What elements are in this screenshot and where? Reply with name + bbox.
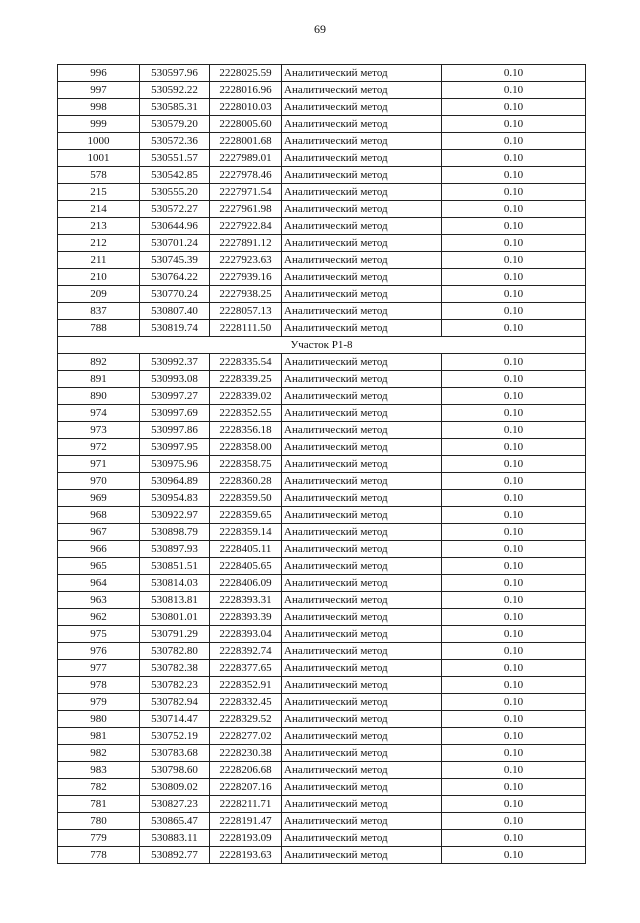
method-cell: Аналитический метод <box>282 813 442 830</box>
method-cell: Аналитический метод <box>282 439 442 456</box>
point-number-cell: 779 <box>58 830 140 847</box>
section-header-row-group <box>58 337 586 354</box>
method-cell: Аналитический метод <box>282 167 442 184</box>
accuracy-cell: 0.10 <box>442 609 586 626</box>
table-row <box>58 354 586 371</box>
table-body-group1 <box>58 65 586 337</box>
coordinates-table <box>57 64 586 864</box>
method-cell: Аналитический метод <box>282 286 442 303</box>
point-number-cell: 781 <box>58 796 140 813</box>
point-number-cell: 966 <box>58 541 140 558</box>
table-row <box>58 490 586 507</box>
point-number-cell: 1000 <box>58 133 140 150</box>
coord-x-cell: 530997.86 <box>140 422 210 439</box>
coord-y-cell: 2228405.11 <box>210 541 282 558</box>
coord-y-cell: 2228358.75 <box>210 456 282 473</box>
coord-x-cell: 530997.69 <box>140 405 210 422</box>
coord-x-cell: 530897.93 <box>140 541 210 558</box>
coord-x-cell: 530819.74 <box>140 320 210 337</box>
coord-x-cell: 530997.27 <box>140 388 210 405</box>
accuracy-cell: 0.10 <box>442 694 586 711</box>
method-cell: Аналитический метод <box>282 592 442 609</box>
table-row <box>58 388 586 405</box>
accuracy-cell: 0.10 <box>442 796 586 813</box>
coord-y-cell: 2228405.65 <box>210 558 282 575</box>
table-row <box>58 830 586 847</box>
point-number-cell: 578 <box>58 167 140 184</box>
table-row <box>58 422 586 439</box>
method-cell: Аналитический метод <box>282 762 442 779</box>
coord-y-cell: 2228393.39 <box>210 609 282 626</box>
point-number-cell: 968 <box>58 507 140 524</box>
section-row <box>58 337 586 354</box>
method-cell: Аналитический метод <box>282 830 442 847</box>
point-number-cell: 964 <box>58 575 140 592</box>
method-cell: Аналитический метод <box>282 796 442 813</box>
table-row <box>58 473 586 490</box>
coord-x-cell: 530798.60 <box>140 762 210 779</box>
point-number-cell: 999 <box>58 116 140 133</box>
method-cell: Аналитический метод <box>282 371 442 388</box>
coord-x-cell: 530922.97 <box>140 507 210 524</box>
accuracy-cell: 0.10 <box>442 150 586 167</box>
point-number-cell: 967 <box>58 524 140 541</box>
accuracy-cell: 0.10 <box>442 677 586 694</box>
coord-x-cell: 530782.38 <box>140 660 210 677</box>
method-cell: Аналитический метод <box>282 524 442 541</box>
table-row <box>58 116 586 133</box>
coord-y-cell: 2227971.54 <box>210 184 282 201</box>
accuracy-cell: 0.10 <box>442 371 586 388</box>
table-row <box>58 728 586 745</box>
table-row <box>58 303 586 320</box>
method-cell: Аналитический метод <box>282 388 442 405</box>
coord-x-cell: 530597.96 <box>140 65 210 82</box>
coord-y-cell: 2228377.65 <box>210 660 282 677</box>
coord-x-cell: 530892.77 <box>140 847 210 864</box>
accuracy-cell: 0.10 <box>442 779 586 796</box>
table-row <box>58 133 586 150</box>
point-number-cell: 211 <box>58 252 140 269</box>
accuracy-cell: 0.10 <box>442 133 586 150</box>
table-row <box>58 201 586 218</box>
table-row <box>58 745 586 762</box>
coord-x-cell: 530592.22 <box>140 82 210 99</box>
coord-y-cell: 2227939.16 <box>210 269 282 286</box>
method-cell: Аналитический метод <box>282 218 442 235</box>
coord-y-cell: 2228359.50 <box>210 490 282 507</box>
coord-x-cell: 530814.03 <box>140 575 210 592</box>
coord-x-cell: 530752.19 <box>140 728 210 745</box>
accuracy-cell: 0.10 <box>442 235 586 252</box>
table-row <box>58 82 586 99</box>
table-body-group2 <box>58 354 586 864</box>
coord-x-cell: 530783.68 <box>140 745 210 762</box>
coord-x-cell: 530551.57 <box>140 150 210 167</box>
coord-y-cell: 2228206.68 <box>210 762 282 779</box>
coord-y-cell: 2228005.60 <box>210 116 282 133</box>
method-cell: Аналитический метод <box>282 473 442 490</box>
coord-x-cell: 530851.51 <box>140 558 210 575</box>
coord-x-cell: 530827.23 <box>140 796 210 813</box>
point-number-cell: 210 <box>58 269 140 286</box>
coord-y-cell: 2228025.59 <box>210 65 282 82</box>
method-cell: Аналитический метод <box>282 422 442 439</box>
table-row <box>58 184 586 201</box>
coord-x-cell: 530572.27 <box>140 201 210 218</box>
method-cell: Аналитический метод <box>282 184 442 201</box>
coord-y-cell: 2228352.91 <box>210 677 282 694</box>
accuracy-cell: 0.10 <box>442 320 586 337</box>
coord-y-cell: 2228332.45 <box>210 694 282 711</box>
coord-x-cell: 530701.24 <box>140 235 210 252</box>
coord-y-cell: 2228111.50 <box>210 320 282 337</box>
table-row <box>58 99 586 116</box>
method-cell: Аналитический метод <box>282 677 442 694</box>
accuracy-cell: 0.10 <box>442 626 586 643</box>
coord-y-cell: 2228191.47 <box>210 813 282 830</box>
coord-x-cell: 530954.83 <box>140 490 210 507</box>
coord-x-cell: 530898.79 <box>140 524 210 541</box>
coord-y-cell: 2228329.52 <box>210 711 282 728</box>
coord-x-cell: 530992.37 <box>140 354 210 371</box>
accuracy-cell: 0.10 <box>442 490 586 507</box>
coord-x-cell: 530714.47 <box>140 711 210 728</box>
method-cell: Аналитический метод <box>282 82 442 99</box>
coord-y-cell: 2228193.63 <box>210 847 282 864</box>
coord-x-cell: 530813.81 <box>140 592 210 609</box>
point-number-cell: 891 <box>58 371 140 388</box>
coord-y-cell: 2228016.96 <box>210 82 282 99</box>
accuracy-cell: 0.10 <box>442 456 586 473</box>
point-number-cell: 837 <box>58 303 140 320</box>
coord-y-cell: 2228335.54 <box>210 354 282 371</box>
point-number-cell: 996 <box>58 65 140 82</box>
point-number-cell: 782 <box>58 779 140 796</box>
method-cell: Аналитический метод <box>282 694 442 711</box>
accuracy-cell: 0.10 <box>442 184 586 201</box>
accuracy-cell: 0.10 <box>442 269 586 286</box>
coord-y-cell: 2227923.63 <box>210 252 282 269</box>
point-number-cell: 997 <box>58 82 140 99</box>
method-cell: Аналитический метод <box>282 575 442 592</box>
coord-y-cell: 2228356.18 <box>210 422 282 439</box>
point-number-cell: 982 <box>58 745 140 762</box>
table-row <box>58 643 586 660</box>
table-row <box>58 711 586 728</box>
accuracy-cell: 0.10 <box>442 388 586 405</box>
coord-x-cell: 530579.20 <box>140 116 210 133</box>
point-number-cell: 979 <box>58 694 140 711</box>
point-number-cell: 977 <box>58 660 140 677</box>
coord-x-cell: 530993.08 <box>140 371 210 388</box>
coord-y-cell: 2228393.04 <box>210 626 282 643</box>
coord-x-cell: 530809.02 <box>140 779 210 796</box>
method-cell: Аналитический метод <box>282 558 442 575</box>
coord-x-cell: 530865.47 <box>140 813 210 830</box>
method-cell: Аналитический метод <box>282 541 442 558</box>
method-cell: Аналитический метод <box>282 711 442 728</box>
point-number-cell: 892 <box>58 354 140 371</box>
accuracy-cell: 0.10 <box>442 575 586 592</box>
accuracy-cell: 0.10 <box>442 643 586 660</box>
accuracy-cell: 0.10 <box>442 558 586 575</box>
method-cell: Аналитический метод <box>282 507 442 524</box>
point-number-cell: 969 <box>58 490 140 507</box>
table-row <box>58 235 586 252</box>
table-row <box>58 694 586 711</box>
coord-y-cell: 2228010.03 <box>210 99 282 116</box>
method-cell: Аналитический метод <box>282 847 442 864</box>
coord-x-cell: 530964.89 <box>140 473 210 490</box>
coord-y-cell: 2228057.13 <box>210 303 282 320</box>
point-number-cell: 780 <box>58 813 140 830</box>
table-row <box>58 609 586 626</box>
point-number-cell: 215 <box>58 184 140 201</box>
accuracy-cell: 0.10 <box>442 286 586 303</box>
point-number-cell: 963 <box>58 592 140 609</box>
point-number-cell: 214 <box>58 201 140 218</box>
table-row <box>58 507 586 524</box>
accuracy-cell: 0.10 <box>442 167 586 184</box>
coord-x-cell: 530997.95 <box>140 439 210 456</box>
method-cell: Аналитический метод <box>282 745 442 762</box>
coord-x-cell: 530542.85 <box>140 167 210 184</box>
method-cell: Аналитический метод <box>282 405 442 422</box>
coord-x-cell: 530791.29 <box>140 626 210 643</box>
coord-y-cell: 2228358.00 <box>210 439 282 456</box>
point-number-cell: 973 <box>58 422 140 439</box>
table-row <box>58 286 586 303</box>
accuracy-cell: 0.10 <box>442 252 586 269</box>
point-number-cell: 213 <box>58 218 140 235</box>
table-row <box>58 371 586 388</box>
point-number-cell: 974 <box>58 405 140 422</box>
table-row <box>58 558 586 575</box>
coord-x-cell: 530585.31 <box>140 99 210 116</box>
table-row <box>58 167 586 184</box>
method-cell: Аналитический метод <box>282 779 442 796</box>
table-row <box>58 320 586 337</box>
accuracy-cell: 0.10 <box>442 303 586 320</box>
point-number-cell: 1001 <box>58 150 140 167</box>
point-number-cell: 976 <box>58 643 140 660</box>
coord-y-cell: 2228359.65 <box>210 507 282 524</box>
coord-y-cell: 2227961.98 <box>210 201 282 218</box>
coord-x-cell: 530555.20 <box>140 184 210 201</box>
accuracy-cell: 0.10 <box>442 728 586 745</box>
coord-y-cell: 2228392.74 <box>210 643 282 660</box>
method-cell: Аналитический метод <box>282 252 442 269</box>
method-cell: Аналитический метод <box>282 660 442 677</box>
coord-y-cell: 2228406.09 <box>210 575 282 592</box>
coord-x-cell: 530975.96 <box>140 456 210 473</box>
accuracy-cell: 0.10 <box>442 405 586 422</box>
table-row <box>58 813 586 830</box>
point-number-cell: 971 <box>58 456 140 473</box>
coord-y-cell: 2228393.31 <box>210 592 282 609</box>
coord-x-cell: 530782.80 <box>140 643 210 660</box>
table-row <box>58 252 586 269</box>
table-row <box>58 524 586 541</box>
table-row <box>58 218 586 235</box>
accuracy-cell: 0.10 <box>442 524 586 541</box>
method-cell: Аналитический метод <box>282 303 442 320</box>
coord-y-cell: 2228339.02 <box>210 388 282 405</box>
method-cell: Аналитический метод <box>282 354 442 371</box>
method-cell: Аналитический метод <box>282 116 442 133</box>
table-row <box>58 405 586 422</box>
point-number-cell: 962 <box>58 609 140 626</box>
accuracy-cell: 0.10 <box>442 745 586 762</box>
accuracy-cell: 0.10 <box>442 99 586 116</box>
point-number-cell: 788 <box>58 320 140 337</box>
coord-x-cell: 530572.36 <box>140 133 210 150</box>
coord-y-cell: 2228339.25 <box>210 371 282 388</box>
table-row <box>58 269 586 286</box>
point-number-cell: 983 <box>58 762 140 779</box>
accuracy-cell: 0.10 <box>442 354 586 371</box>
point-number-cell: 998 <box>58 99 140 116</box>
accuracy-cell: 0.10 <box>442 116 586 133</box>
coord-y-cell: 2227989.01 <box>210 150 282 167</box>
coord-x-cell: 530801.01 <box>140 609 210 626</box>
coord-y-cell: 2228001.68 <box>210 133 282 150</box>
accuracy-cell: 0.10 <box>442 830 586 847</box>
accuracy-cell: 0.10 <box>442 439 586 456</box>
accuracy-cell: 0.10 <box>442 762 586 779</box>
point-number-cell: 978 <box>58 677 140 694</box>
accuracy-cell: 0.10 <box>442 711 586 728</box>
method-cell: Аналитический метод <box>282 728 442 745</box>
method-cell: Аналитический метод <box>282 65 442 82</box>
coord-x-cell: 530782.23 <box>140 677 210 694</box>
coord-x-cell: 530745.39 <box>140 252 210 269</box>
table-row <box>58 439 586 456</box>
coord-y-cell: 2227978.46 <box>210 167 282 184</box>
coord-y-cell: 2228359.14 <box>210 524 282 541</box>
table-row <box>58 847 586 864</box>
coord-y-cell: 2227938.25 <box>210 286 282 303</box>
method-cell: Аналитический метод <box>282 269 442 286</box>
point-number-cell: 970 <box>58 473 140 490</box>
coord-x-cell: 530764.22 <box>140 269 210 286</box>
coord-y-cell: 2228193.09 <box>210 830 282 847</box>
table-row <box>58 541 586 558</box>
table-row <box>58 150 586 167</box>
method-cell: Аналитический метод <box>282 235 442 252</box>
accuracy-cell: 0.10 <box>442 473 586 490</box>
method-cell: Аналитический метод <box>282 490 442 507</box>
coord-y-cell: 2228277.02 <box>210 728 282 745</box>
coord-y-cell: 2227891.12 <box>210 235 282 252</box>
coord-y-cell: 2227922.84 <box>210 218 282 235</box>
method-cell: Аналитический метод <box>282 150 442 167</box>
table-row <box>58 575 586 592</box>
method-cell: Аналитический метод <box>282 626 442 643</box>
coord-x-cell: 530770.24 <box>140 286 210 303</box>
accuracy-cell: 0.10 <box>442 422 586 439</box>
point-number-cell: 890 <box>58 388 140 405</box>
coord-x-cell: 530644.96 <box>140 218 210 235</box>
table-row <box>58 762 586 779</box>
point-number-cell: 975 <box>58 626 140 643</box>
coord-y-cell: 2228230.38 <box>210 745 282 762</box>
method-cell: Аналитический метод <box>282 320 442 337</box>
accuracy-cell: 0.10 <box>442 813 586 830</box>
point-number-cell: 778 <box>58 847 140 864</box>
coord-y-cell: 2228360.28 <box>210 473 282 490</box>
table-row <box>58 677 586 694</box>
accuracy-cell: 0.10 <box>442 82 586 99</box>
method-cell: Аналитический метод <box>282 456 442 473</box>
accuracy-cell: 0.10 <box>442 507 586 524</box>
point-number-cell: 972 <box>58 439 140 456</box>
method-cell: Аналитический метод <box>282 99 442 116</box>
table-row <box>58 456 586 473</box>
method-cell: Аналитический метод <box>282 133 442 150</box>
accuracy-cell: 0.10 <box>442 65 586 82</box>
table-row <box>58 65 586 82</box>
accuracy-cell: 0.10 <box>442 660 586 677</box>
accuracy-cell: 0.10 <box>442 847 586 864</box>
accuracy-cell: 0.10 <box>442 201 586 218</box>
accuracy-cell: 0.10 <box>442 592 586 609</box>
coord-y-cell: 2228207.16 <box>210 779 282 796</box>
coord-x-cell: 530807.40 <box>140 303 210 320</box>
accuracy-cell: 0.10 <box>442 541 586 558</box>
table-row <box>58 796 586 813</box>
table-row <box>58 592 586 609</box>
coord-x-cell: 530782.94 <box>140 694 210 711</box>
coord-x-cell: 530883.11 <box>140 830 210 847</box>
point-number-cell: 965 <box>58 558 140 575</box>
coord-y-cell: 2228211.71 <box>210 796 282 813</box>
table-row <box>58 779 586 796</box>
method-cell: Аналитический метод <box>282 201 442 218</box>
point-number-cell: 981 <box>58 728 140 745</box>
page-number: 69 <box>314 22 326 36</box>
point-number-cell: 209 <box>58 286 140 303</box>
section-title: Участок Р1-8 <box>58 337 586 354</box>
method-cell: Аналитический метод <box>282 643 442 660</box>
coord-y-cell: 2228352.55 <box>210 405 282 422</box>
table-row <box>58 660 586 677</box>
accuracy-cell: 0.10 <box>442 218 586 235</box>
method-cell: Аналитический метод <box>282 609 442 626</box>
point-number-cell: 212 <box>58 235 140 252</box>
table-row <box>58 626 586 643</box>
point-number-cell: 980 <box>58 711 140 728</box>
